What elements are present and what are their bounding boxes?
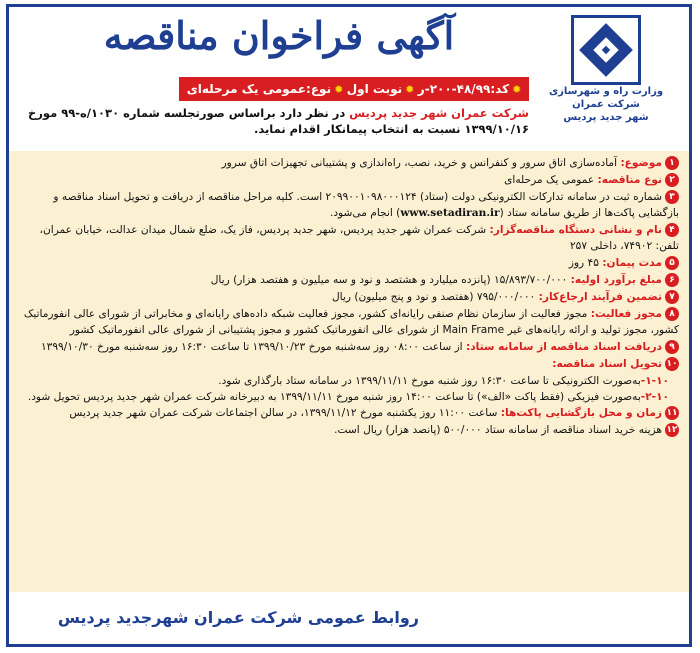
intro-rest: در نظر دارد براساس صورتجلسه شماره ۱۰۳۰/ه‌-۹۹ مورخ ۱۳۹۹/۱۰/۱۶ نسبت به انتخاب پیمانکار اقدام نماید. [27, 106, 529, 136]
item-number: ۸ [665, 307, 679, 321]
item-number: ۷ [665, 290, 679, 304]
item-text: آماده‌سازی اتاق سرور و کنفرانس و خرید، نصب، راه‌اندازی و پشتیبانی تجهیزات اتاق سرور [221, 157, 618, 169]
item-text: ۷۹۵/۰۰۰/۰۰۰ (هفتصد و نود و پنج میلیون) ریال [331, 291, 536, 303]
footer-signature: روابط عمومی شرکت عمران شهرجدید پردیس [57, 608, 419, 627]
item-text: عمومی یک مرحله‌ای [504, 174, 595, 186]
item-label: مجوز فعالیت: [590, 308, 662, 320]
item-9 [19, 339, 679, 355]
subitem-label: ۱-۱۰- [640, 375, 669, 387]
intro-paragraph [19, 105, 529, 137]
item-label: زمان و محل بازگشایی پاکت‌ها: [500, 407, 662, 419]
subitem-label: ۲-۱۰- [640, 391, 669, 403]
notice-frame [6, 4, 692, 647]
logo-emblem-icon [571, 15, 641, 85]
item-8 [19, 306, 679, 338]
item-label: مبلغ برآورد اولیه: [570, 274, 662, 286]
item-text-2: انجام می‌شود. [329, 207, 393, 219]
item-4 [19, 222, 679, 254]
item-2 [19, 172, 679, 188]
item-1 [19, 155, 679, 171]
type-tag [187, 82, 344, 96]
item-number: ۱۲ [666, 425, 678, 435]
sun-icon: ✹ [405, 82, 415, 96]
item-text: ۴۵ روز [568, 257, 599, 269]
subitem-10-1 [19, 373, 679, 389]
logo-line-3: شهر جدید پردیس [563, 112, 649, 123]
subitem-10-2 [19, 389, 679, 405]
logo-line-1: وزارت راه و شهرسازی [548, 86, 664, 97]
notice-header [9, 7, 689, 151]
item-label: تحویل اسناد مناقصه: [552, 358, 662, 370]
item-label: نوع مناقصه: [597, 174, 662, 186]
item-number: ۳ [665, 190, 679, 204]
tender-tag-bar [179, 77, 529, 101]
item-label: نام و نشانی دستگاه مناقصه‌گزار: [489, 224, 662, 236]
tender-code: کد:۴۸/۹۹-۲۰۰-ر [417, 82, 510, 96]
item-5 [19, 255, 679, 271]
setad-link[interactable]: www.setadiran.ir [400, 207, 500, 219]
item-3: ۳شماره ثبت در سامانه تدارکات الکترونیکی دولت (ستاد) ۲۰۹۹۰۰۱۰۹۸۰۰۰۱۲۴ است. کلیه مراحل مناقصه از دریافت و تحویل اسناد مناقصه و بازگشایی پاکت‌ها از طریق سامانه ستاد (www.setadiran.ir) انجام می‌شود. [53, 191, 679, 219]
item-number: ۶ [665, 273, 679, 287]
sun-icon: ✹ [512, 82, 522, 96]
item-text: ۱۵/۸۹۳/۷۰۰/۰۰۰ (پانزده میلیارد و هشتصد و نود و سه میلیون و هفتصد هزار) ریال [210, 274, 568, 286]
item-number: ۴ [665, 223, 679, 237]
item-11 [19, 405, 679, 421]
notice-footer [9, 592, 689, 644]
item-text: شرکت عمران شهر جدید پردیس، شهر جدید پردیس، فاز یک، ضلع شمال میدان عدالت، خیابان عمران، تلفن: ۷۴۹۰۲، داخلی ۲۵۷ [39, 224, 679, 252]
item-text: از ساعت ۰۸:۰۰ روز سه‌شنبه مورخ ۱۳۹۹/۱۰/۲۳ تا ساعت ۱۶:۳۰ روز سه‌شنبه مورخ ۱۳۹۹/۱۰/۳۰ [40, 341, 463, 353]
logo-line-2: شرکت عمران [572, 99, 640, 110]
type-text: نوع:عمومی یک مرحله‌ای [186, 82, 332, 96]
item-text: مجوز فعالیت از سازمان نظام صنفی رایانه‌ای کشور، مجوز فعالیت شبکه داده‌های رایانه‌ای و مخابراتی از شورای عالی انفورماتیک کشور، مجوز تولید و ارائه رایانه‌های غیر Main Frame از شورای عالی انفورماتیک کشور و مجوز پشتیبانی از شورای عالی انفورماتیک کشور [23, 308, 679, 336]
notice-title: آگهی فراخوان مناقصه [103, 13, 455, 58]
item-number: ۱ [665, 156, 679, 170]
item-text: شماره ثبت در سامانه تدارکات الکترونیکی دولت (ستاد) ۲۰۹۹۰۰۱۰۹۸۰۰۰۱۲۴ است. کلیه مراحل مناقصه از دریافت و تحویل اسناد مناقصه و بازگشایی پاکت‌ها از طریق سامانه ستاد [53, 191, 679, 219]
item-label: مدت پیمان: [602, 257, 662, 269]
notice-body [9, 151, 689, 592]
item-number: ۹ [665, 340, 679, 354]
subitem-text: به‌صورت فیزیکی (فقط پاکت «الف») تا ساعت ۱۴:۰۰ روز شنبه مورخ ۱۳۹۹/۱۱/۱۱ به دبیرخانه شرکت عمران شهر جدید پردیس تحویل شود. [27, 391, 641, 403]
item-number: ۱۱ [666, 408, 678, 418]
item-6 [19, 272, 679, 288]
item-label: موضوع: [620, 157, 662, 169]
item-number: ۱۰ [666, 359, 678, 369]
ministry-logo [531, 15, 681, 147]
item-label: دریافت اسناد مناقصه از سامانه ستاد: [466, 341, 662, 353]
subitem-text: به‌صورت الکترونیکی تا ساعت ۱۶:۳۰ روز شنبه مورخ ۱۳۹۹/۱۱/۱۱ در سامانه ستاد بارگذاری شود. [218, 375, 641, 387]
item-text: ساعت ۱۱:۰۰ روز یکشنبه مورخ ۱۳۹۹/۱۱/۱۲، در سالن اجتماعات شرکت عمران شهر جدید پردیس [69, 407, 498, 419]
item-text: هزینه خرید اسناد مناقصه از سامانه ستاد ۵۰۰/۰۰۰ (پانصد هزار) ریال است. [334, 424, 662, 436]
item-7 [19, 289, 679, 305]
item-10 [19, 356, 679, 372]
round-text: نوبت اول [346, 82, 403, 96]
sun-icon: ✹ [334, 82, 344, 96]
item-label: تضمین فرآیند ارجاع‌کار: [538, 291, 662, 303]
intro-org: شرکت عمران شهر جدید پردیس [349, 106, 529, 120]
round-tag [347, 82, 415, 96]
item-number: ۵ [665, 256, 679, 270]
item-12 [19, 422, 679, 438]
item-number: ۲ [665, 173, 679, 187]
tender-code-tag [418, 82, 521, 96]
